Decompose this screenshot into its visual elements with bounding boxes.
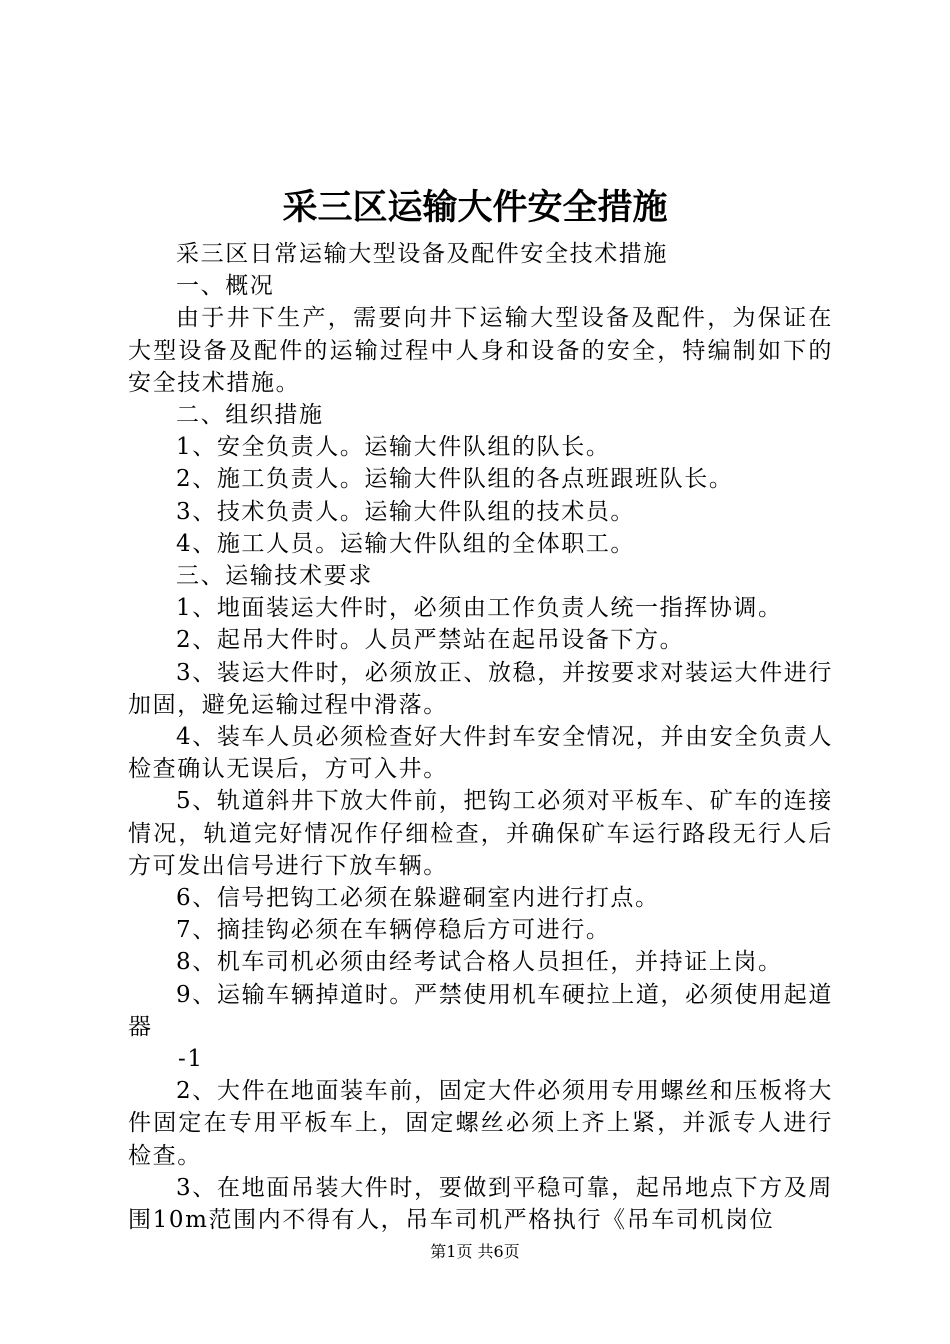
transport-item-3: 3、装运大件时，必须放正、放稳，并按要求对装运大件进行加固，避免运输过程中滑落。 [128, 659, 833, 718]
organization-item-3: 3、技术负责人。运输大件队组的技术员。 [176, 498, 636, 525]
document-title: 采三区运输大件安全措施 [282, 187, 668, 228]
overview-paragraph: 由于井下生产，需要向井下运输大型设备及配件，为保证在大型设备及配件的运输过程中人身和设备的安全，特编制如下的安全技术措施。 [128, 305, 833, 396]
ground-loading-item-3: 3、在地面吊装大件时，要做到平稳可靠，起吊地点下方及周围10m范围内不得有人，吊车司机严格执行《吊车司机岗位 [128, 1174, 833, 1234]
subtitle-paragraph: 采三区日常运输大型设备及配件安全技术措施 [176, 241, 668, 267]
ground-loading-item-2: 2、大件在地面装车前，固定大件必须用专用螺丝和压板将大件固定在专用平板车上，固定螺丝必须上齐上紧，并派专人进行检查。 [128, 1078, 833, 1169]
organization-item-4: 4、施工人员。运输大件队组的全体职工。 [176, 530, 636, 557]
page-footer: 第1页 共6页 [430, 1242, 520, 1261]
transport-item-9: 9、运输车辆掉道时。严禁使用机车硬拉上道，必须使用起道器 [128, 981, 833, 1040]
section-heading-transport: 三、运输技术要求 [176, 563, 373, 590]
inline-page-mark: -1 [178, 1046, 204, 1073]
organization-item-1: 1、安全负责人。运输大件队组的队长。 [176, 434, 611, 461]
transport-item-1: 1、地面装运大件时，必须由工作负责人统一指挥协调。 [176, 595, 783, 622]
transport-item-4: 4、装车人员必须检查好大件封车安全情况，并由安全负责人检查确认无误后，方可入井。 [128, 724, 833, 783]
section-heading-organization: 二、组织措施 [176, 402, 324, 429]
transport-item-6: 6、信号把钩工必须在躲避硐室内进行打点。 [176, 885, 660, 912]
transport-item-8: 8、机车司机必须由经考试合格人员担任，并持证上岗。 [176, 949, 783, 976]
transport-item-7: 7、摘挂钩必须在车辆停稳后方可进行。 [176, 917, 611, 944]
document-body [128, 238, 833, 1236]
transport-item-5: 5、轨道斜井下放大件前，把钩工必须对平板车、矿车的连接情况，轨道完好情况作仔细检查，并确保矿车运行路段无行人后方可发出信号进行下放车辆。 [128, 788, 833, 879]
organization-item-2: 2、施工负责人。运输大件队组的各点班跟班队长。 [176, 466, 734, 493]
transport-item-2: 2、起吊大件时。人员严禁站在起吊设备下方。 [176, 627, 685, 654]
section-heading-overview: 一、概况 [176, 273, 275, 300]
